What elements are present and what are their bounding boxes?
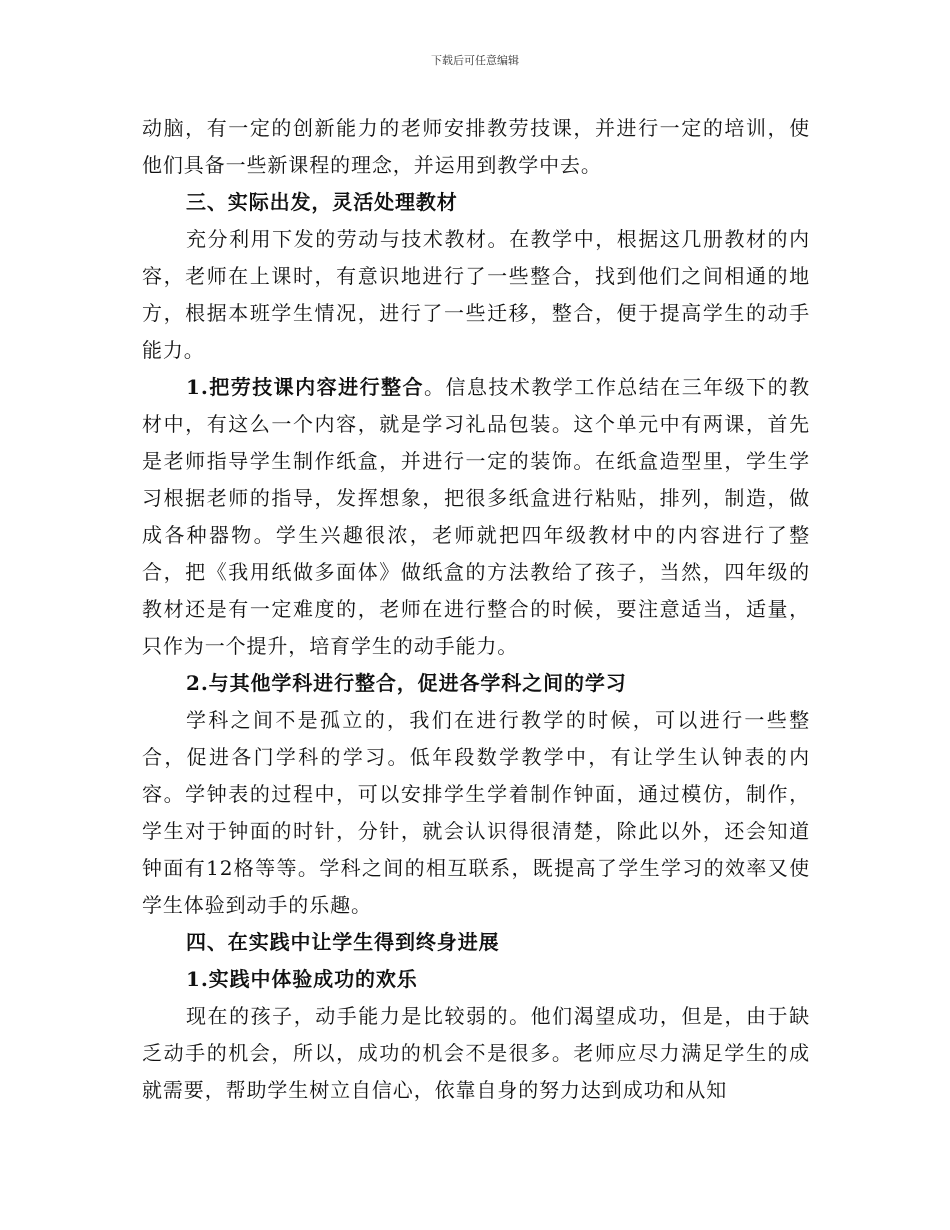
subheading-1: 1.把劳技课内容进行整合: [186, 375, 425, 399]
paragraph-materials: 充分利用下发的劳动与技术教材。在教学中，根据这几册教材的内容，老师在上课时，有意识地进行了一些整合，找到他们之间相通的地方，根据本班学生情况，进行了一些迁移，整合，便于提高学生的动手能力。: [142, 227, 810, 362]
section-heading-4: 四、在实践中让学生得到终身进展: [186, 930, 500, 954]
document-body: [142, 110, 810, 1109]
paragraph-success: 现在的孩子，动手能力是比较弱的。他们渴望成功，但是，由于缺乏动手的机会，所以，成功的机会不是很多。老师应尽力满足学生的成就需要，帮助学生树立自信心，依靠自身的努力达到成功和从知: [142, 1004, 810, 1102]
subheading-practice: 1.实践中体验成功的欢乐: [186, 967, 418, 991]
paragraph-integration: [142, 369, 810, 665]
subheading-2: 2.与其他学科进行整合，促进各学科之间的学习: [186, 671, 627, 695]
page-header: 下载后可任意编辑: [431, 54, 519, 67]
paragraph-integration-text: 。信息技术教学工作总结在三年级下的教材中，有这么一个内容，就是学习礼品包装。这个单元中有两课，首先是老师指导学生制作纸盒，并进行一定的装饰。在纸盒造型里，学生学习根据老师的指导，发挥想象，把很多纸盒进行粘贴，排列，制造，做成各种器物。学生兴趣很浓，老师就把四年级教材中的内容进行了整合，把《我用纸做多面体》做纸盒的方法教给了孩子，当然，四年级的教材还是有一定难度的，老师在进行整合的时候，要注意适当，适量，只作为一个提升，培育学生的动手能力。: [142, 375, 810, 658]
section-heading-3: 三、实际出发，灵活处理教材: [186, 190, 458, 214]
paragraph-subjects: 学科之间不是孤立的，我们在进行教学的时候，可以进行一些整合，促进各门学科的学习。低年段数学教学中，有让学生认钟表的内容。学钟表的过程中，可以安排学生学着制作钟面，通过模仿，制作，学生对于钟面的时针，分针，就会认识得很清楚，除此以外，还会知道钟面有12格等等。学科之间的相互联系，既提高了学生学习的效率又使学生体验到动手的乐趣。: [142, 708, 810, 917]
paragraph-continuation: 动脑，有一定的创新能力的老师安排教劳技课，并进行一定的培训，使他们具备一些新课程的理念，并运用到教学中去。: [142, 116, 810, 177]
